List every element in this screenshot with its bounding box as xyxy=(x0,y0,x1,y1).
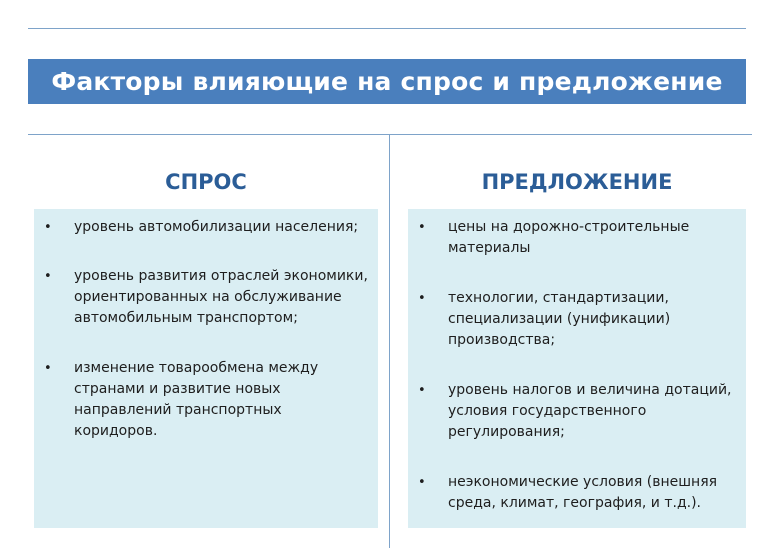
list-item-text: уровень развития отраслей экономики, ориентированных на обслуживание автомобильным транспортом; xyxy=(74,268,368,326)
bullet-icon: • xyxy=(44,361,52,376)
bullet-icon: • xyxy=(44,269,52,284)
bullet-icon: • xyxy=(44,220,52,235)
demand-panel xyxy=(34,209,378,528)
horizontal-divider xyxy=(28,134,752,135)
list-item-text: цены на дорожно-строительные материалы xyxy=(448,219,690,256)
list-item-text: технологии, стандартизации, специализации (унификации) производства; xyxy=(448,290,671,348)
demand-list xyxy=(42,217,368,442)
list-item xyxy=(416,217,736,259)
list-item-text: неэкономические условия (внешняя среда, климат, география, и т.д.). xyxy=(448,474,718,511)
bullet-icon: • xyxy=(418,383,426,398)
list-item-text: уровень налогов и величина дотаций, условия государственного регулирования; xyxy=(448,382,732,440)
list-item xyxy=(42,217,368,238)
vertical-divider xyxy=(389,134,390,548)
list-item xyxy=(42,266,368,329)
list-item xyxy=(416,288,736,351)
list-item-text: изменение товарообмена между странами и развитие новых направлений транспортных коридоров. xyxy=(74,360,319,439)
bullet-icon: • xyxy=(418,291,426,306)
top-divider xyxy=(28,28,746,29)
demand-heading: СПРОС xyxy=(165,170,247,194)
list-item-text: уровень автомобилизации населения; xyxy=(74,219,359,235)
bullet-icon: • xyxy=(418,475,426,490)
slide-title-bar xyxy=(28,59,746,104)
list-item xyxy=(42,358,368,442)
list-item xyxy=(416,380,736,443)
supply-heading: ПРЕДЛОЖЕНИЕ xyxy=(481,170,673,194)
supply-list xyxy=(416,217,736,514)
list-item xyxy=(416,472,736,514)
slide-title: Факторы влияющие на спрос и предложение xyxy=(51,67,723,96)
bullet-icon: • xyxy=(418,220,426,235)
supply-panel xyxy=(408,209,746,528)
